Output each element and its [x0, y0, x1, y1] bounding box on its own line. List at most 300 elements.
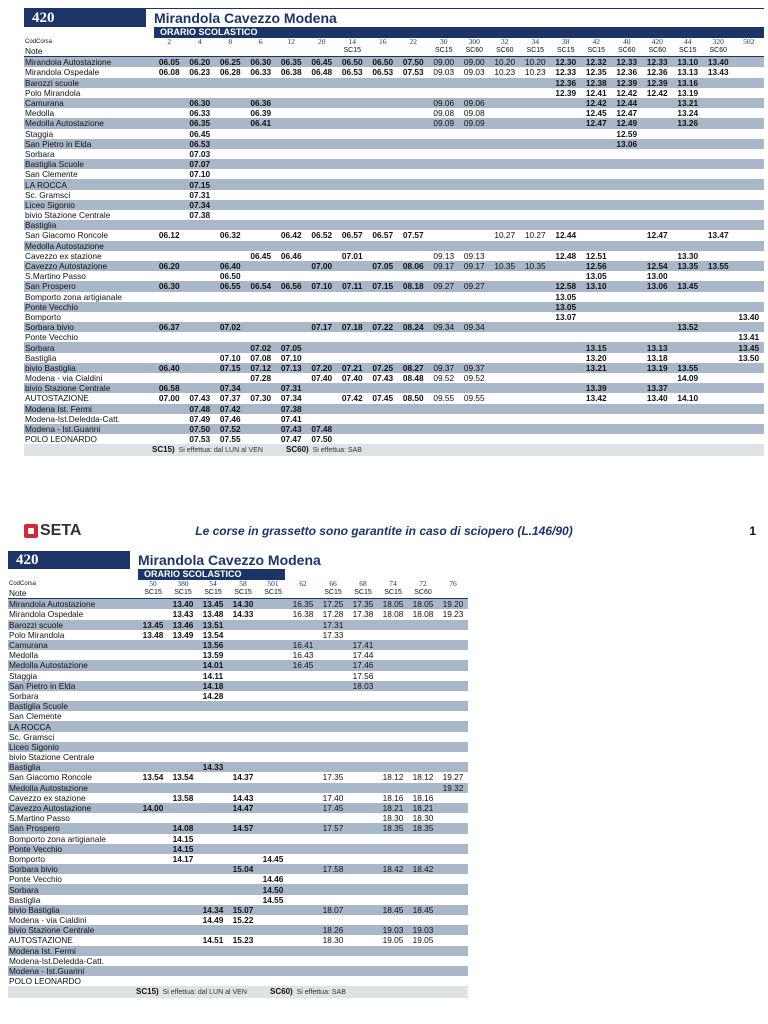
departure-time [154, 210, 185, 220]
departure-time: 18.30 [412, 813, 434, 824]
station-name: Medolla [25, 108, 55, 119]
departure-time [408, 895, 438, 905]
departure-time: 06.30 [246, 57, 277, 68]
departure-time [348, 834, 378, 844]
departure-time [154, 241, 185, 251]
trip-code: 320 [712, 38, 724, 46]
departure-time [307, 312, 338, 322]
station-name: Medolla [9, 650, 39, 661]
departure-time: 18.21 [378, 803, 408, 813]
departure-time [138, 905, 168, 915]
departure-time [438, 630, 468, 640]
trip-code: 38 [562, 38, 570, 46]
departure-time: 18.42 [408, 864, 438, 874]
departure-time [581, 200, 612, 210]
departure-time [276, 271, 307, 281]
departure-time: 12.30 [551, 57, 582, 68]
departure-time [408, 966, 438, 976]
departure-time [520, 281, 551, 291]
legend-sc60 [270, 986, 346, 999]
departure-time [337, 292, 368, 302]
departure-time [288, 772, 318, 782]
departure-time [215, 200, 246, 210]
departure-time: 12.32 [581, 57, 612, 68]
departure-time: 13.05 [555, 291, 577, 302]
station-name: Camurana [8, 640, 138, 650]
departure-time [228, 752, 258, 762]
departure-time [246, 383, 277, 393]
legend-key: SC15) [152, 445, 175, 455]
departure-time [337, 261, 368, 271]
departure-time [642, 190, 673, 200]
station-name: bivio Bastiglia [8, 905, 138, 915]
departure-time [228, 671, 258, 681]
departure-time [642, 241, 673, 251]
departure-time [215, 220, 246, 230]
timetable-grid [24, 38, 764, 444]
departure-time: 07.13 [276, 363, 307, 373]
departure-time [408, 701, 438, 711]
departure-time [703, 342, 734, 352]
departure-time: 09.37 [429, 363, 460, 373]
departure-time [276, 88, 307, 98]
departure-time [246, 424, 277, 434]
departure-time: 13.55 [673, 363, 704, 373]
table-row [24, 281, 764, 291]
departure-time [288, 752, 318, 762]
departure-time: 06.20 [185, 57, 216, 68]
departure-time [368, 190, 399, 200]
departure-time [228, 956, 258, 966]
departure-time [348, 742, 378, 752]
departure-time: 18.35 [378, 823, 408, 833]
departure-time [734, 88, 765, 98]
departure-time: 12.47 [646, 230, 668, 241]
departure-time [307, 98, 338, 108]
departure-time: 19.27 [442, 772, 464, 783]
departure-time [228, 844, 258, 854]
departure-time [154, 118, 185, 128]
departure-time [429, 342, 460, 352]
departure-time: 06.40 [154, 363, 185, 373]
departure-time [438, 813, 468, 823]
table-row [24, 210, 764, 220]
departure-time [307, 159, 338, 169]
footer-legend [8, 986, 468, 998]
departure-time: 09.37 [459, 363, 490, 373]
departure-time: 13.19 [642, 363, 673, 373]
departure-time [337, 139, 368, 149]
departure-time [154, 108, 185, 118]
departure-time [429, 139, 460, 149]
departure-time: 13.40 [646, 393, 668, 404]
departure-time [215, 332, 246, 342]
strike-notice: Le corse in grassetto sono garantite in caso di sciopero (L.146/90) [195, 524, 573, 538]
departure-time [258, 620, 288, 630]
departure-time [734, 98, 765, 108]
departure-time [318, 752, 348, 762]
trip-note: SC15 [264, 589, 282, 597]
table-row [8, 721, 468, 731]
departure-time [348, 813, 378, 823]
departure-time [408, 874, 438, 884]
departure-time [734, 67, 765, 77]
departure-time [408, 742, 438, 752]
station-name: Staggia [9, 670, 38, 681]
departure-time [307, 139, 338, 149]
table-row [24, 261, 764, 271]
codcorsa-label: CodCorsa [25, 39, 53, 45]
departure-time [337, 78, 368, 88]
departure-time [612, 414, 643, 424]
trip-code: 66 [329, 580, 337, 588]
departure-time [276, 241, 307, 251]
departure-time [551, 108, 582, 118]
trip-code: 300 [468, 38, 480, 46]
departure-time [408, 946, 438, 956]
departure-time [520, 220, 551, 230]
departure-time [318, 721, 348, 731]
table-row [24, 373, 764, 383]
station-name: Ponte Vecchio [25, 332, 79, 343]
departure-time: 18.45 [408, 905, 438, 915]
departure-time: 07.05 [368, 261, 399, 271]
departure-time: 19.23 [442, 609, 464, 620]
subtitle-row [24, 27, 764, 38]
departure-time: 10.20 [490, 57, 521, 68]
table-row [24, 363, 764, 373]
station-name: Sorbara [25, 148, 55, 159]
station-name: Modena - via Cialdini [9, 915, 87, 926]
departure-time [276, 108, 307, 118]
departure-time: 08.27 [398, 363, 429, 373]
departure-time [198, 925, 228, 935]
departure-time [703, 424, 734, 434]
table-row [24, 251, 764, 261]
departure-time: 18.26 [318, 925, 348, 935]
table-row [24, 383, 764, 393]
departure-time [734, 271, 765, 281]
departure-time [673, 139, 704, 149]
departure-time: 06.37 [154, 322, 185, 332]
departure-time: 13.55 [703, 261, 734, 271]
departure-time [154, 88, 185, 98]
departure-time [318, 742, 348, 752]
station-name: AUTOSTAZIONE [9, 935, 73, 946]
departure-time: 15.04 [228, 864, 258, 874]
table-row [24, 149, 764, 159]
departure-time: 17.35 [322, 772, 344, 783]
departure-time [612, 332, 643, 342]
departure-time: 18.07 [318, 905, 348, 915]
departure-time [520, 312, 551, 322]
departure-time: 12.38 [581, 78, 612, 88]
departure-time [490, 159, 521, 169]
departure-time: 12.42 [616, 87, 638, 98]
departure-time [185, 322, 216, 332]
departure-time [703, 200, 734, 210]
departure-time: 13.54 [172, 772, 194, 783]
departure-time [258, 793, 288, 803]
departure-time: 07.49 [189, 413, 211, 424]
departure-time [368, 88, 399, 98]
departure-time [318, 854, 348, 864]
departure-time: 07.05 [276, 342, 307, 352]
station-name: Bomporto [25, 311, 61, 322]
departure-time [408, 844, 438, 854]
departure-time [438, 823, 468, 833]
trip-code: 68 [359, 580, 367, 588]
departure-time [378, 732, 408, 742]
departure-time: 07.01 [341, 250, 363, 261]
departure-time [185, 88, 216, 98]
departure-time [438, 650, 468, 660]
page-number: 1 [749, 524, 756, 538]
schedule-type: ORARIO SCOLASTICO [138, 569, 285, 580]
logo-text: SETA [40, 522, 82, 539]
departure-time: 17.28 [322, 609, 344, 620]
departure-time [429, 424, 460, 434]
departure-time [734, 57, 765, 68]
departure-time: 13.37 [642, 383, 673, 393]
trip-note: SC60 [414, 589, 432, 597]
departure-time [642, 251, 673, 261]
departure-time: 13.49 [172, 629, 194, 640]
departure-time: 06.42 [280, 230, 302, 241]
departure-time [368, 108, 399, 118]
departure-time [288, 905, 318, 915]
departure-time [438, 854, 468, 864]
departure-time [168, 783, 198, 793]
legend-sc15 [136, 986, 247, 999]
departure-time [138, 660, 168, 670]
trip-note: SC15 [434, 47, 453, 55]
departure-time [429, 159, 460, 169]
departure-time [551, 383, 582, 393]
departure-time [408, 640, 438, 650]
departure-time [198, 874, 228, 884]
departure-time [348, 976, 378, 986]
departure-time [348, 701, 378, 711]
departure-time [520, 78, 551, 88]
departure-time [288, 895, 318, 905]
departure-time: 17.44 [352, 650, 374, 661]
table-row [24, 200, 764, 210]
departure-time [138, 956, 168, 966]
departure-time: 10.23 [524, 67, 546, 78]
departure-time [490, 312, 521, 322]
station-name: Bomporto zona artigianale [9, 833, 106, 844]
departure-time: 06.39 [250, 108, 272, 119]
departure-time: 06.45 [189, 128, 211, 139]
departure-time [368, 129, 399, 139]
timetable-header [24, 8, 764, 27]
departure-time [368, 383, 399, 393]
departure-time [318, 874, 348, 884]
departure-time [438, 966, 468, 976]
station-name: Modena - Ist.Guarini [24, 424, 154, 434]
station-name: Staggia [25, 128, 54, 139]
departure-time [228, 640, 258, 650]
departure-time [408, 915, 438, 925]
departure-time [378, 721, 408, 731]
departure-time: 13.07 [555, 311, 577, 322]
station-name: AUTOSTAZIONE [25, 393, 89, 404]
departure-time [612, 210, 643, 220]
departure-time [734, 302, 765, 312]
departure-time [398, 200, 429, 210]
departure-time [581, 332, 612, 342]
departure-time: 12.39 [555, 87, 577, 98]
departure-time [378, 956, 408, 966]
departure-time [612, 353, 643, 363]
departure-time [459, 292, 490, 302]
trip-code: 44 [684, 38, 692, 46]
departure-time [168, 742, 198, 752]
departure-time [337, 353, 368, 363]
departure-time: 14.51 [202, 935, 224, 946]
departure-time: 18.21 [408, 803, 438, 813]
trip-code: 4 [197, 38, 202, 46]
departure-time [168, 803, 198, 813]
departure-time: 06.48 [311, 67, 333, 78]
departure-time: 13.06 [612, 139, 643, 149]
trip-note: SC60 [465, 47, 483, 55]
departure-time [307, 251, 338, 261]
departure-time [258, 976, 288, 986]
departure-time [246, 302, 277, 312]
station-name: Modena - Ist.Guarini [8, 966, 138, 976]
departure-time [228, 783, 258, 793]
departure-time: 14.18 [198, 681, 228, 691]
departure-time [348, 874, 378, 884]
departure-time [276, 179, 307, 189]
departure-time [520, 251, 551, 261]
departure-time: 07.21 [337, 363, 368, 373]
departure-time [168, 671, 198, 681]
timetable-header [8, 551, 468, 569]
departure-time [168, 884, 198, 894]
station-name: Cavezzo Autostazione [24, 261, 154, 271]
departure-time [551, 118, 582, 128]
departure-time: 09.34 [429, 322, 460, 332]
departure-time [368, 169, 399, 179]
departure-time [438, 620, 468, 630]
table-row [8, 966, 468, 976]
departure-time [337, 271, 368, 281]
departure-time [408, 681, 438, 691]
table-row [8, 925, 468, 935]
departure-time [348, 905, 378, 915]
departure-time [368, 200, 399, 210]
departure-time [429, 220, 460, 230]
departure-time [307, 332, 338, 342]
departure-time [703, 210, 734, 220]
departure-time: 13.06 [642, 281, 673, 291]
departure-time [228, 660, 258, 670]
station-name: Sc. Gramsci [9, 731, 55, 742]
departure-time: 09.55 [433, 393, 455, 404]
table-row [8, 803, 468, 813]
departure-time [198, 946, 228, 956]
table-row [8, 711, 468, 721]
trip-note: SC15 [324, 589, 342, 597]
departure-time [154, 332, 185, 342]
departure-time [490, 139, 521, 149]
departure-time [185, 78, 216, 88]
departure-time [228, 976, 258, 986]
departure-time: 07.15 [368, 281, 399, 291]
table-row [24, 98, 764, 108]
departure-time: 15.23 [232, 935, 254, 946]
departure-time [288, 732, 318, 742]
departure-time [429, 302, 460, 312]
table-row [8, 620, 468, 630]
departure-time: 07.10 [189, 169, 211, 180]
departure-time [673, 169, 704, 179]
trip-code: 74 [389, 580, 397, 588]
station-name: Mirandola Ospedale [25, 67, 100, 78]
station-name: Modena - via Cialdini [25, 373, 103, 384]
departure-time [378, 966, 408, 976]
departure-time: 10.35 [520, 261, 551, 271]
departure-time [673, 129, 704, 139]
departure-time: 13.40 [168, 599, 198, 610]
departure-time: 06.33 [250, 67, 272, 78]
departure-time: 07.20 [307, 363, 338, 373]
departure-time [368, 98, 399, 108]
departure-time [642, 200, 673, 210]
departure-time [185, 312, 216, 322]
departure-time [551, 404, 582, 414]
departure-time [551, 179, 582, 189]
departure-time: 18.12 [382, 772, 404, 783]
departure-time [258, 783, 288, 793]
table-row [24, 159, 764, 169]
departure-time: 12.39 [612, 78, 643, 88]
departure-time [551, 434, 582, 444]
departure-time: 09.08 [433, 108, 455, 119]
table-row [24, 190, 764, 200]
trip-note [246, 46, 277, 57]
departure-time [168, 956, 198, 966]
departure-time [734, 424, 765, 434]
trip-code: 12 [287, 38, 295, 46]
departure-time: 14.37 [232, 772, 254, 783]
departure-time [276, 139, 307, 149]
departure-time [581, 190, 612, 200]
departure-time [185, 292, 216, 302]
departure-time [459, 88, 490, 98]
departure-time [368, 404, 399, 414]
departure-time [168, 762, 198, 772]
departure-time: 13.43 [707, 67, 729, 78]
departure-time [348, 956, 378, 966]
departure-time [318, 650, 348, 660]
departure-time: 08.18 [398, 281, 429, 291]
departure-time [154, 404, 185, 414]
departure-time [307, 302, 338, 312]
departure-time [246, 292, 277, 302]
departure-time [438, 884, 468, 894]
departure-time [408, 752, 438, 762]
departure-time [378, 630, 408, 640]
trip-code: 58 [239, 580, 247, 588]
departure-time [307, 383, 338, 393]
departure-time [703, 149, 734, 159]
departure-time [168, 721, 198, 731]
station-name: San Clemente [9, 711, 62, 722]
